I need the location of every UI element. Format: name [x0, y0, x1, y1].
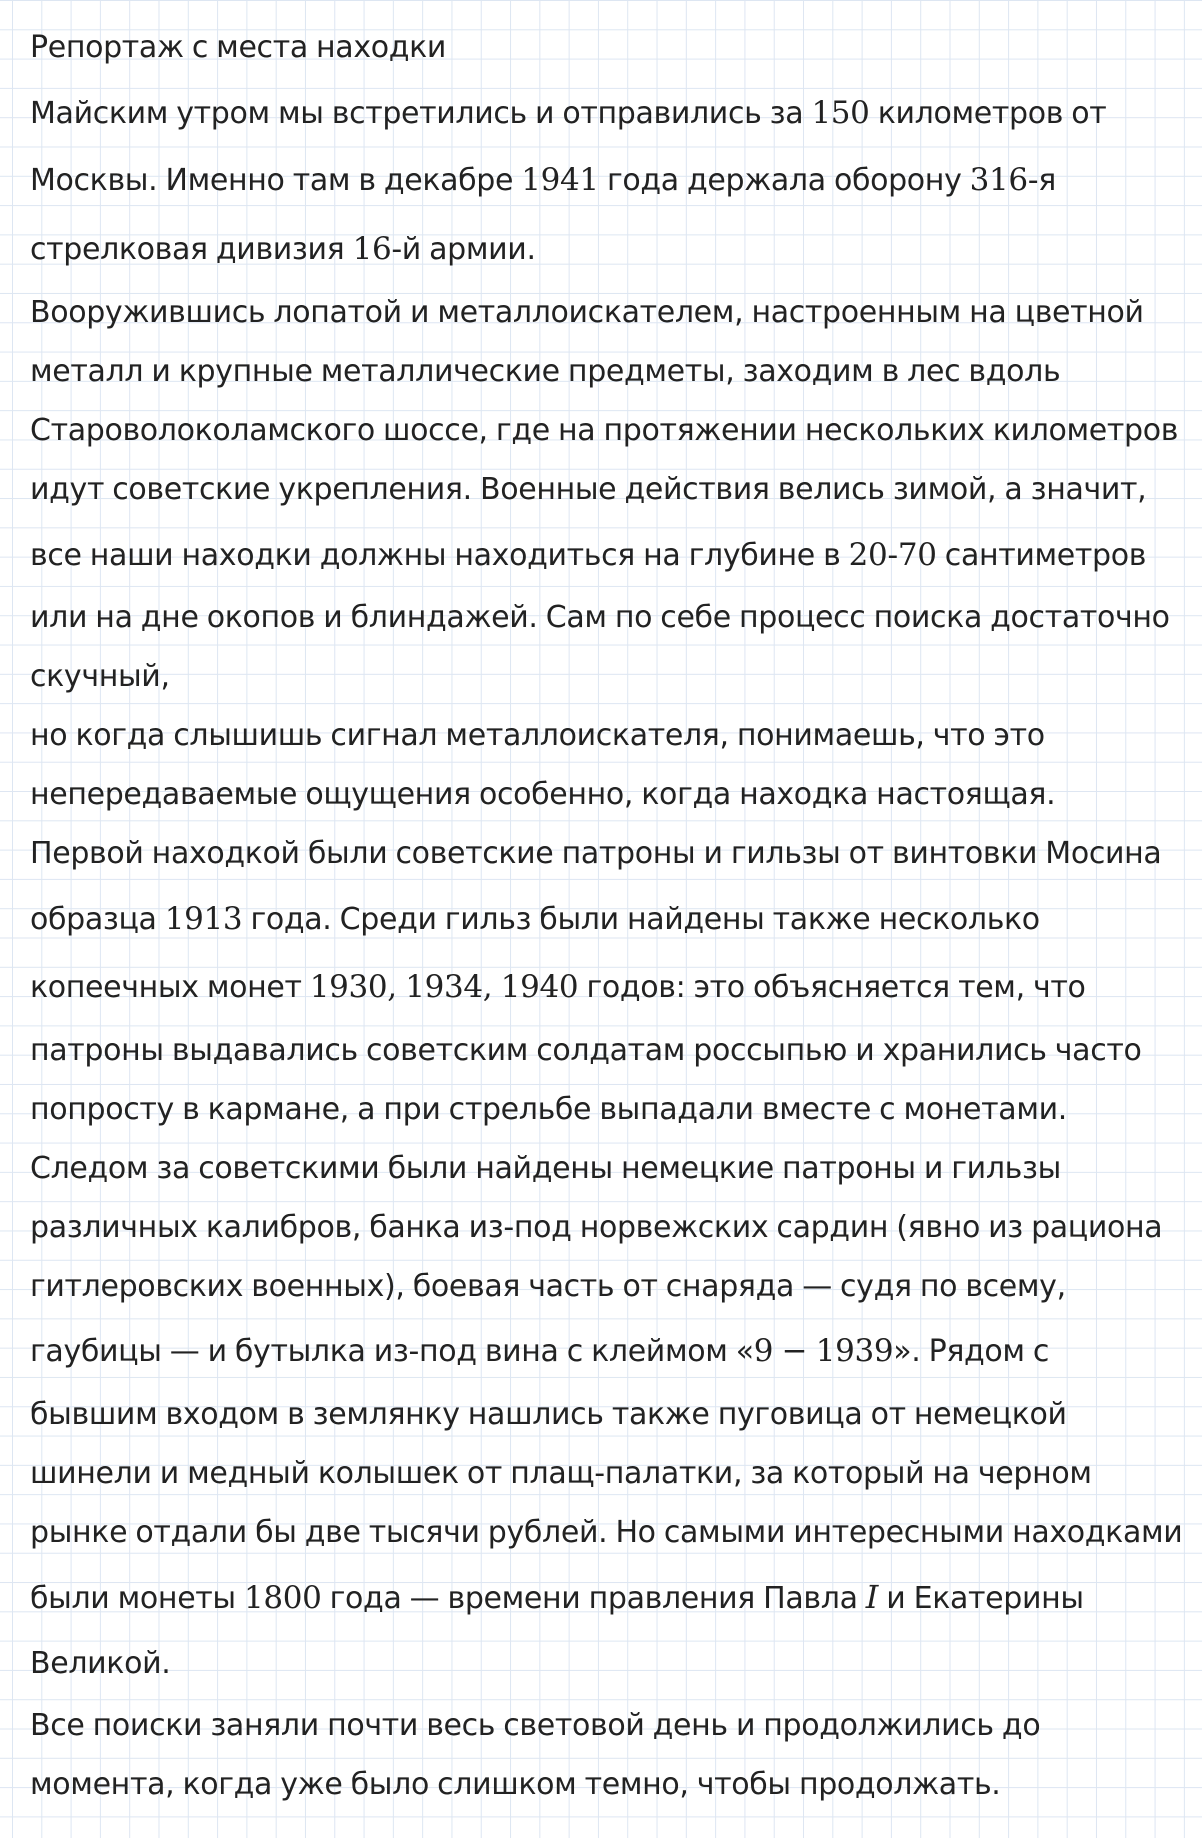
text-run: Майским утром мы встретились и отправились за [30, 96, 812, 131]
text-line [30, 775, 1055, 815]
text-line [30, 93, 1106, 133]
math-number: 20 [848, 537, 888, 573]
text-run: -й армии. [391, 232, 536, 267]
text-line [30, 1031, 1141, 1071]
text-run: годов: это объясняется тем, что [578, 970, 1086, 1005]
text-line [30, 293, 1144, 333]
math-number: 1800 [243, 1580, 322, 1616]
text-run: момента, когда уже было слишком темно, чтобы продолжать. [30, 1767, 1001, 1802]
text-line [30, 899, 1040, 939]
text-run: бывшим входом в землянку нашлись также пуговица от немецкой [30, 1397, 1067, 1432]
text-run: гитлеровских военных), боевая часть от снаряда — судя по всему, [30, 1269, 1066, 1304]
text-run: километров от [869, 96, 1107, 131]
text-run: Москвы. Именно там в декабре [30, 163, 522, 198]
text-line [30, 1706, 1040, 1746]
text-line [30, 160, 1056, 200]
text-line [30, 411, 1178, 451]
text-run: копеечных монет [30, 970, 310, 1005]
math-number: 70 [897, 537, 937, 573]
text-line [30, 967, 1085, 1007]
text-line [30, 1149, 1061, 1189]
text-run: -я [1027, 163, 1056, 198]
math-symbol: I [865, 1578, 879, 1616]
text-run: Все поиски заняли почти весь световой день и продолжились до [30, 1708, 1041, 1743]
text-run: ». Рядом с [893, 1334, 1050, 1369]
text-line [30, 1395, 1067, 1435]
math-number: 9 − 1939 [753, 1333, 894, 1369]
text-run: идут советские укрепления. Военные действия велись зимой, а значит, [30, 472, 1147, 507]
math-number: 16 [352, 231, 392, 267]
text-run: скучный, [30, 659, 170, 694]
text-line [30, 1267, 1066, 1307]
text-run: различных калибров, банка из-под норвежских сардин (явно из рациона [30, 1210, 1163, 1245]
text-run: непередаваемые ощущения особенно, когда находка настоящая. [30, 777, 1056, 812]
text-run: образца [30, 902, 165, 937]
text-run: шинели и медный колышек от плащ-палатки, за который на черном [30, 1456, 1092, 1491]
text-line [30, 598, 1170, 638]
text-line [30, 1513, 1182, 1553]
math-number: 1913 [164, 901, 243, 937]
text-run: года — времени правления Павла [321, 1581, 866, 1616]
math-number: 150 [811, 95, 870, 131]
text-line [30, 1090, 1067, 1130]
text-line [30, 229, 536, 269]
text-line [30, 1577, 1084, 1617]
text-run: - [887, 538, 898, 573]
text-run: Следом за советскими были найдены немецкие патроны и гильзы [30, 1151, 1061, 1186]
text-run: гаубицы — и бутылка из-под вина с клеймом « [30, 1334, 754, 1369]
math-number: 1930, 1934, 1940 [309, 969, 579, 1005]
text-run: года. Среди гильз были найдены также несколько [242, 902, 1040, 937]
text-line [30, 716, 1045, 756]
math-number: 1941 [521, 162, 599, 198]
text-line [30, 1765, 1000, 1805]
text-run: патроны выдавались советским солдатам россыпью и хранились часто [30, 1033, 1142, 1068]
text-run: Староволоколамского шоссе, где на протяжении нескольких километров [30, 413, 1179, 448]
report-title: Репортаж с места находки [30, 30, 447, 65]
text-line [30, 535, 1146, 575]
text-run: и Екатерины [878, 1581, 1084, 1616]
math-number: 316 [969, 162, 1028, 198]
text-line [30, 1644, 170, 1684]
text-line [30, 1454, 1092, 1494]
text-run: металл и крупные металлические предметы, заходим в лес вдоль [30, 354, 1061, 389]
text-line [30, 352, 1060, 392]
text-run: сантиметров [936, 538, 1147, 573]
text-run: попросту в кармане, а при стрельбе выпадали вместе с монетами. [30, 1092, 1067, 1127]
text-run: все наши находки должны находиться на глубине в [30, 538, 849, 573]
text-run: или на дне окопов и блиндажей. Сам по себе процесс поиска достаточно [30, 600, 1170, 635]
text-run: Вооружившись лопатой и металлоискателем, настроенным на цветной [30, 295, 1144, 330]
text-line [30, 657, 170, 697]
text-line [30, 1208, 1162, 1248]
text-run: Великой. [30, 1646, 171, 1681]
text-run: но когда слышишь сигнал металлоискателя, понимаешь, что это [30, 718, 1045, 753]
text-line [30, 1331, 1049, 1371]
text-run: Первой находкой были советские патроны и гильзы от винтовки Мосина [30, 836, 1162, 871]
text-run: рынке отдали бы две тысячи рублей. Но самыми интересными находками [30, 1515, 1183, 1550]
text-run: были монеты [30, 1581, 244, 1616]
text-line [30, 470, 1146, 510]
text-run: года держала оборону [598, 163, 970, 198]
text-line [30, 834, 1161, 874]
text-run: стрелковая дивизия [30, 232, 353, 267]
